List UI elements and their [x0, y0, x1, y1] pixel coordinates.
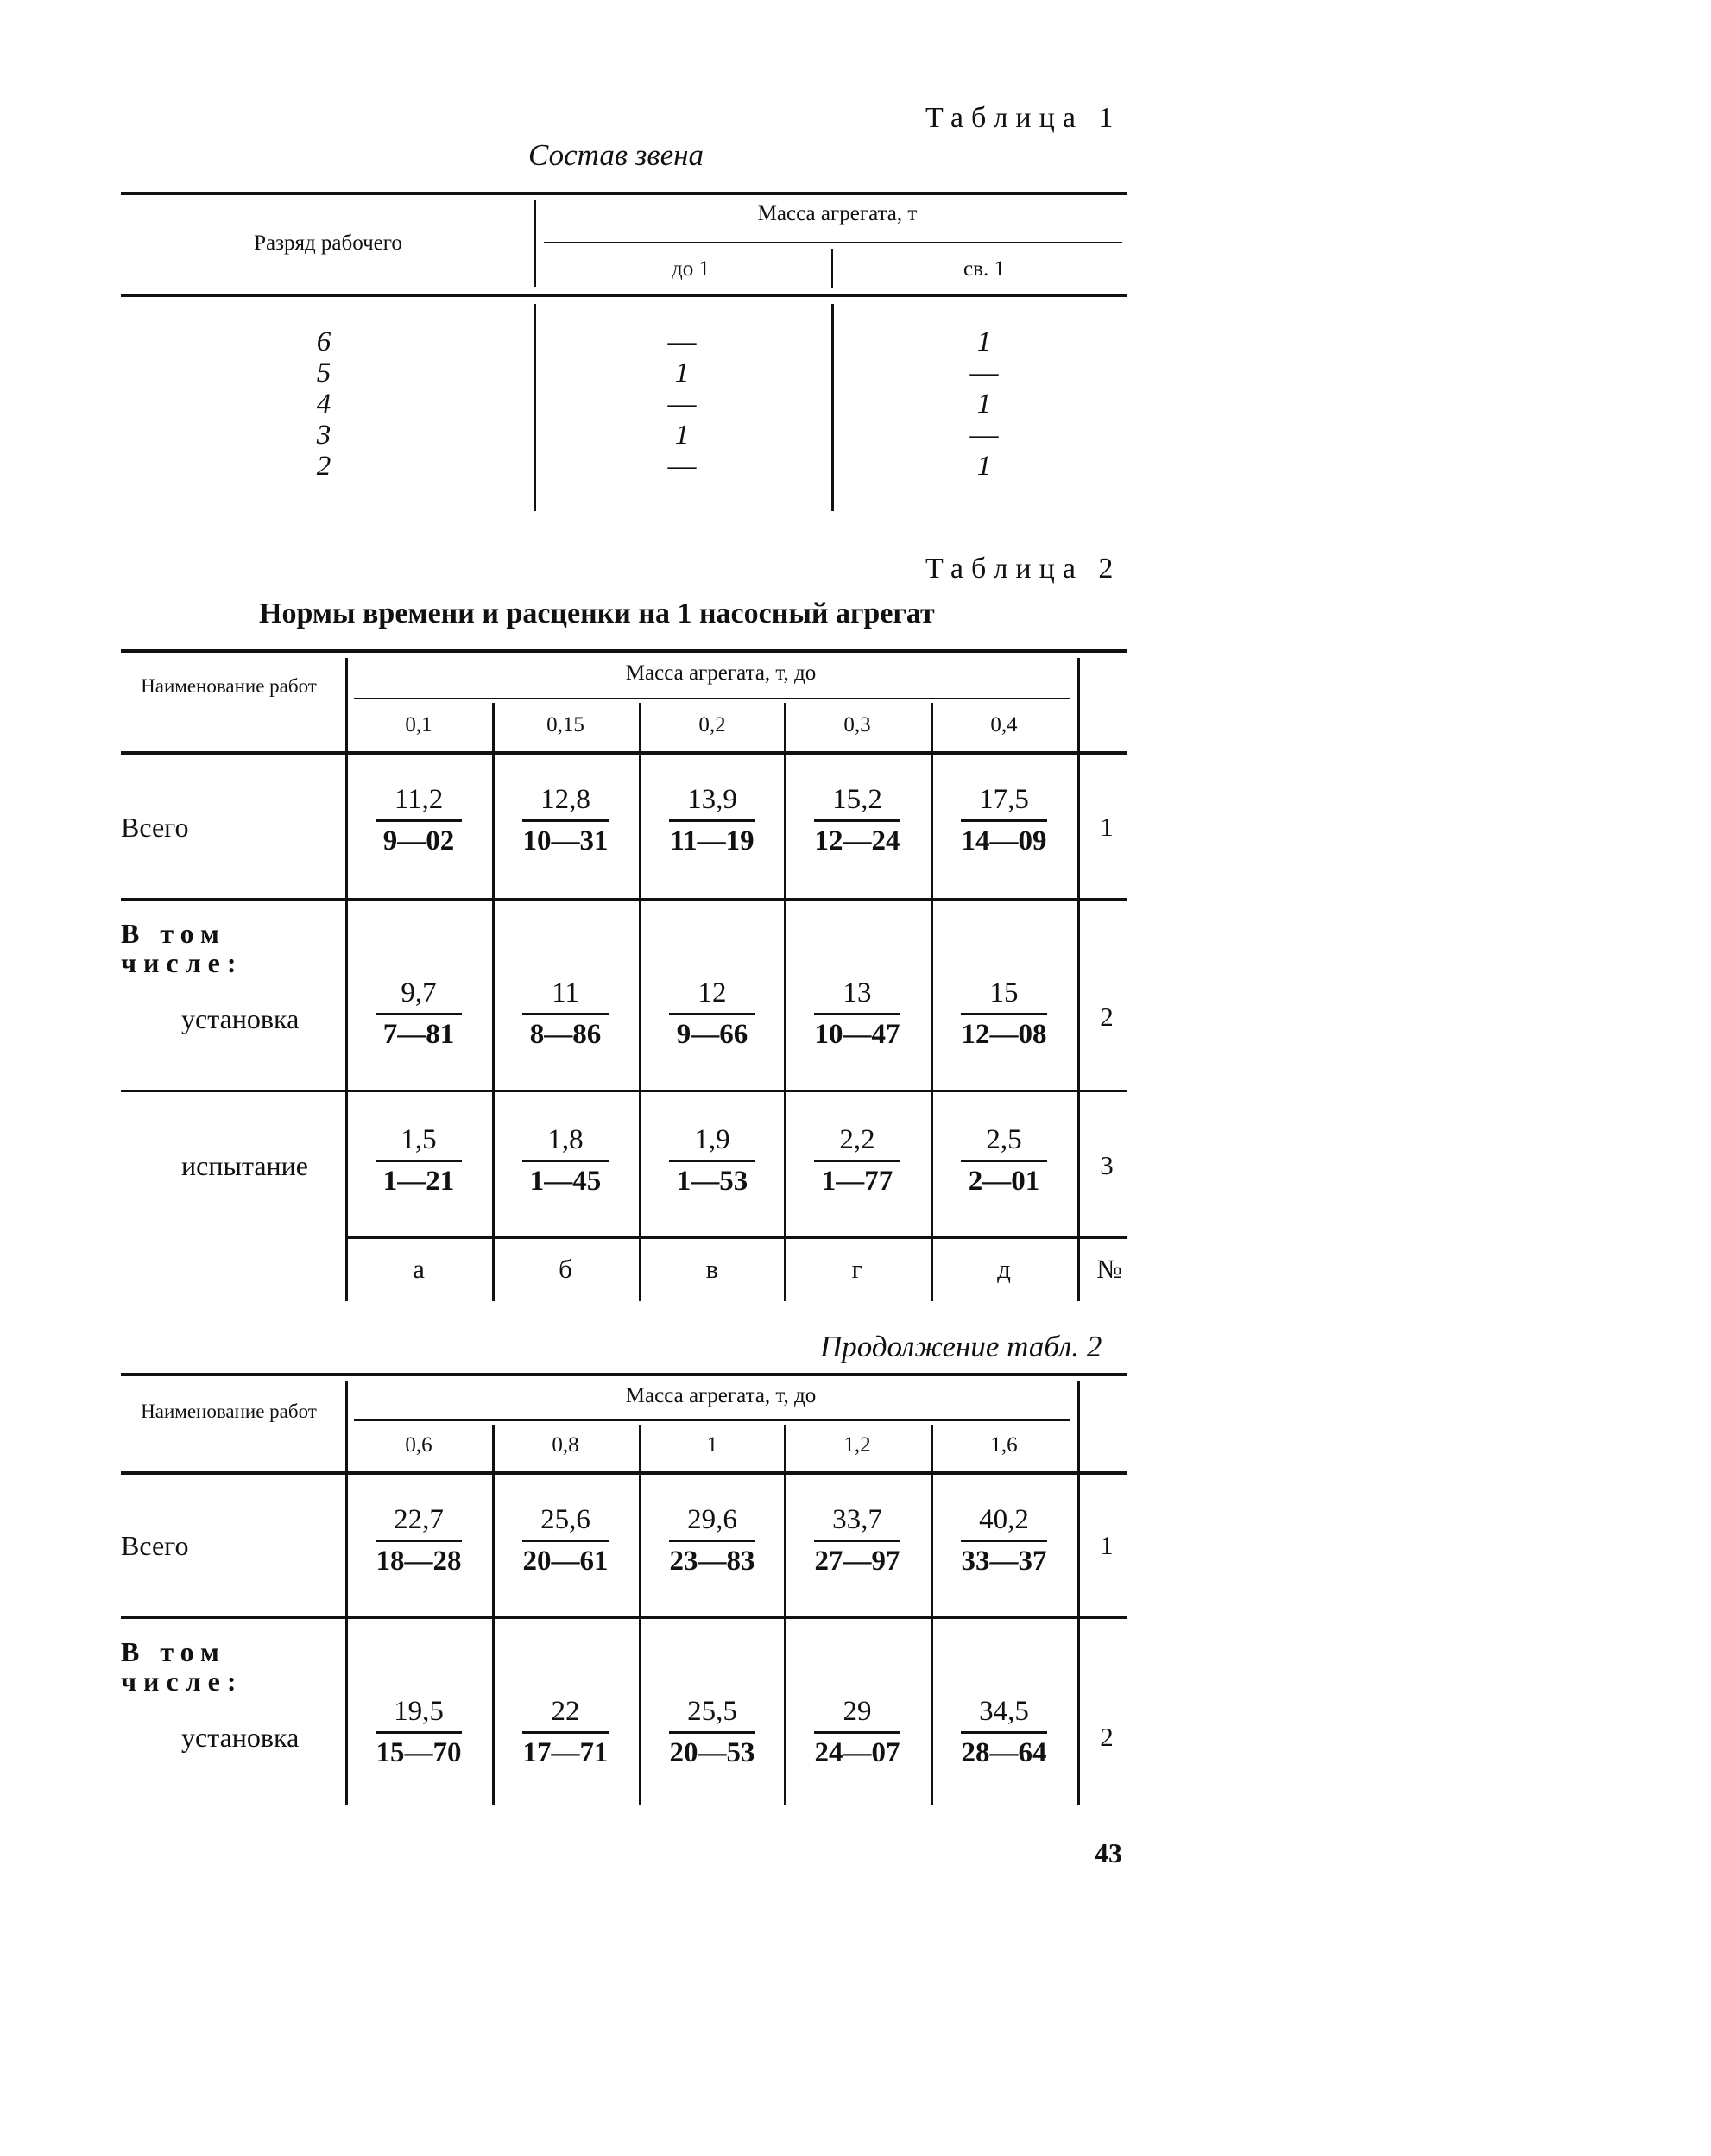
- table2-col-mark: б: [559, 1254, 572, 1284]
- table1-grade-cell: 4: [316, 389, 331, 420]
- table2-cont-header-mass: Масса агрегата, т, до: [625, 1384, 817, 1407]
- table2-cont-row-label: установка: [181, 1722, 300, 1753]
- table2-cont-subcol: 1,6: [990, 1433, 1018, 1457]
- table2-cell: $\frac{9,7}{7—81}$: [367, 977, 470, 1051]
- table2-label: Таблица 2: [925, 553, 1121, 585]
- table2-cont-row-rule: [121, 1616, 1127, 1619]
- table1-over1-cell: 1: [976, 389, 992, 420]
- table2-divider-3: [784, 703, 786, 1301]
- table2-cell: $\frac{15}{12—08}$: [961, 977, 1047, 1050]
- table1-subheader-divider: [831, 249, 833, 288]
- table2-cont-cell: $\frac{34,5}{28—64}$: [961, 1696, 1047, 1768]
- table2-cont-subcol: 0,6: [405, 1433, 432, 1457]
- table1-over1-cell: —: [969, 357, 999, 389]
- table2-divider-2: [639, 703, 641, 1301]
- table2-subheader-rule: [354, 698, 1070, 699]
- table2-col-mark: в: [705, 1254, 719, 1284]
- table1-upto1-cell: —: [667, 389, 697, 420]
- table2-cell: $\frac{11}{8—86}$: [514, 977, 617, 1051]
- table2-num-mark: №: [1096, 1254, 1122, 1284]
- table2-row-label: установка: [181, 1003, 300, 1034]
- table2-cont-divider-3: [784, 1425, 786, 1805]
- table2-top-rule: [121, 649, 1127, 653]
- table2-cont-subcol: 0,8: [552, 1433, 579, 1457]
- table2-cont-cell: $\frac{22}{17—71}$: [522, 1696, 609, 1768]
- table1-grade-cell: 5: [316, 357, 331, 389]
- table1-over1-cell: 1: [976, 326, 992, 357]
- table2-subcol: 0,2: [698, 713, 726, 737]
- table1-upto1-cell: 1: [674, 357, 690, 389]
- table2-cont-subcol: 1: [706, 1433, 718, 1457]
- table1-header-divider: [534, 200, 536, 287]
- table2-header-mass: Масса агрегата, т, до: [625, 661, 817, 685]
- table2-row-number: 1: [1100, 812, 1114, 842]
- table2-cell: $\frac{17,5}{14—09}$: [961, 784, 1047, 857]
- table2-cont-divider-4: [931, 1425, 933, 1805]
- table2-row-label: Всего: [121, 812, 189, 843]
- table2-header-rule: [121, 751, 1127, 755]
- table2-cell: $\frac{1,9}{1—53}$: [660, 1124, 764, 1198]
- table2-cont-title: Продолжение табл. 2: [820, 1330, 1102, 1363]
- table2-col-mark: а: [413, 1254, 425, 1284]
- table2-subcol: 0,3: [843, 713, 871, 737]
- table1-grade-cell: 6: [316, 326, 331, 357]
- table2-cont-cell: $\frac{29}{24—07}$: [814, 1696, 900, 1768]
- table2-title: Нормы времени и расценки на 1 насосный агрегат: [259, 597, 935, 629]
- table2-row-rule: [121, 1090, 1127, 1092]
- table2-divider-4: [931, 703, 933, 1301]
- table2-cont-divider-2: [639, 1425, 641, 1805]
- table2-cont-cell: $\frac{25,5}{20—53}$: [669, 1696, 755, 1768]
- table1-upto1-cell: 1: [674, 420, 690, 451]
- table2-cell: $\frac{1,5}{1—21}$: [367, 1124, 470, 1198]
- table1-label: Таблица 1: [925, 102, 1121, 134]
- table2-cont-subcol: 1,2: [843, 1433, 871, 1457]
- table2-cont-divider-0: [345, 1381, 348, 1805]
- table1-grade-cell: 3: [316, 420, 331, 451]
- table1-upto1-cell: —: [667, 326, 697, 357]
- table1-body-divider-2: [831, 304, 834, 511]
- table1-over1-cell: —: [969, 420, 999, 451]
- table2-divider-1: [492, 703, 495, 1301]
- table1-header-grade: Разряд рабочего: [254, 231, 402, 255]
- page-number: 43: [1095, 1837, 1122, 1868]
- table2-row-rule: [121, 898, 1127, 901]
- table2-row-label: испытание: [181, 1150, 308, 1181]
- table2-subcol: 0,4: [990, 713, 1018, 737]
- table1-grade-cell: 2: [316, 451, 331, 482]
- table2-cont-cell: $\frac{33,7}{27—97}$: [814, 1504, 900, 1577]
- table1-header-rule: [121, 294, 1127, 297]
- table2-subcol: 0,1: [405, 713, 432, 737]
- table1-subcol-upto1: до 1: [672, 257, 710, 281]
- table2-col-mark: д: [997, 1254, 1011, 1284]
- table2-cont-row-label: Всего: [121, 1530, 189, 1561]
- table2-cell: $\frac{2,2}{1—77}$: [805, 1124, 909, 1198]
- table2-cont-top-rule: [121, 1373, 1127, 1376]
- table2-col-mark: г: [851, 1254, 863, 1284]
- table2-row-number: 3: [1100, 1150, 1114, 1180]
- table2-cont-row-prefix: В том числе:: [121, 1636, 243, 1697]
- table2-cont-cell: $\frac{40,2}{33—37}$: [961, 1504, 1047, 1577]
- table2-marks-rule: [345, 1236, 1127, 1239]
- table2-cont-divider-1: [492, 1425, 495, 1805]
- table2-cell: $\frac{13}{10—47}$: [814, 977, 900, 1050]
- table2-cont-row-number: 2: [1100, 1722, 1114, 1752]
- table2-row-number: 2: [1100, 1002, 1114, 1032]
- table2-cont-cell: $\frac{25,6}{20—61}$: [522, 1504, 609, 1577]
- table2-cont-subheader-rule: [354, 1419, 1070, 1421]
- table2-header-name: Наименование работ: [141, 675, 317, 697]
- table2-cell: $\frac{2,5}{2—01}$: [952, 1124, 1056, 1198]
- table2-cont-cell: $\frac{19,5}{15—70}$: [376, 1696, 462, 1768]
- table1-upto1-cell: —: [667, 451, 697, 482]
- table2-cell: $\frac{11,2}{9—02}$: [367, 784, 470, 857]
- table1-top-rule: [121, 192, 1127, 195]
- table2-subcol: 0,15: [546, 713, 584, 737]
- table1-body-divider-1: [534, 304, 536, 511]
- table1-over1-cell: 1: [976, 451, 992, 482]
- table2-cont-cell: $\frac{29,6}{23—83}$: [669, 1504, 755, 1577]
- table2-cont-cell: $\frac{22,7}{18—28}$: [376, 1504, 462, 1577]
- table2-cont-header-name: Наименование работ: [141, 1400, 317, 1422]
- table2-cell: $\frac{13,9}{11—19}$: [670, 784, 754, 857]
- table2-cont-divider-5: [1077, 1381, 1080, 1805]
- table2-cont-header-rule: [121, 1471, 1127, 1475]
- table2-row-prefix: В том числе:: [121, 918, 243, 978]
- table2-cell: $\frac{1,8}{1—45}$: [514, 1124, 617, 1198]
- table2-cont-row-number: 1: [1100, 1530, 1114, 1560]
- table1-subheader-rule: [544, 242, 1122, 243]
- table1-title: Состав звена: [528, 138, 704, 172]
- table1-subcol-over1: св. 1: [963, 257, 1005, 281]
- table2-cell: $\frac{12,8}{10—31}$: [522, 784, 609, 857]
- table1-header-mass: Масса агрегата, т: [757, 202, 918, 225]
- table2-cell: $\frac{15,2}{12—24}$: [814, 784, 900, 857]
- table2-cell: $\frac{12}{9—66}$: [660, 977, 764, 1051]
